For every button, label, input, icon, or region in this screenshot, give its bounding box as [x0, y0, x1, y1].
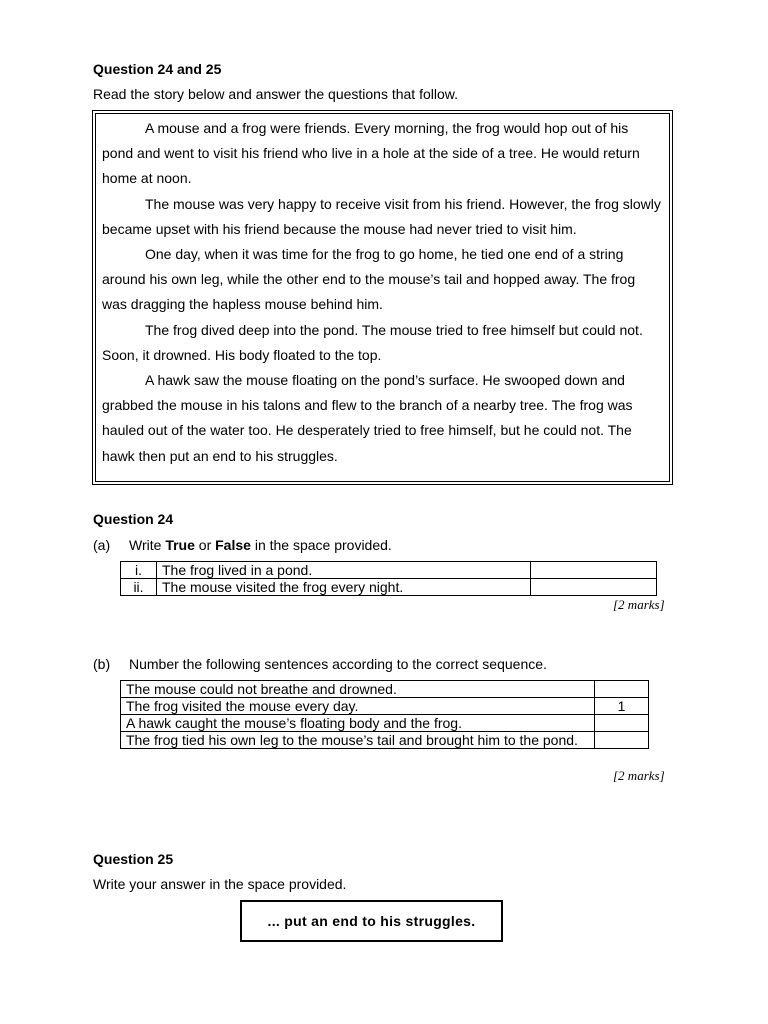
- instr-or: or: [194, 537, 216, 553]
- sequence-table: [120, 680, 649, 749]
- answer-cell[interactable]: [531, 579, 657, 596]
- table-row: [121, 732, 649, 749]
- statement: The mouse visited the frog every night.: [157, 579, 531, 596]
- story-paragraph-2: The mouse was very happy to receive visit from his friend. However, the frog slowly became upset with his friend because the mouse had never tried to visit him.: [102, 195, 661, 237]
- part-b-marks: [2 marks]: [613, 768, 665, 783]
- instr-post: in the space provided.: [250, 537, 392, 553]
- quote-box: [240, 900, 503, 942]
- part-a-instruction: [129, 537, 392, 553]
- question-25-title: Question 25: [93, 851, 174, 867]
- part-a-label: (a): [93, 537, 111, 553]
- table-row: [121, 562, 657, 579]
- instr-pre: Write: [129, 537, 166, 553]
- table-row: [121, 715, 649, 732]
- sequence-number-cell[interactable]: [595, 732, 649, 749]
- sequence-number-cell[interactable]: [595, 715, 649, 732]
- story-inner-border: [95, 113, 670, 482]
- sequence-number-cell[interactable]: 1: [595, 698, 649, 715]
- sequence-sentence: The frog tied his own leg to the mouse’s tail and brought him to the pond.: [121, 732, 595, 749]
- table-row: [121, 681, 649, 698]
- story-box: [92, 110, 673, 485]
- instr-false: False: [215, 537, 251, 553]
- question-24-title: Question 24: [93, 511, 174, 527]
- part-a-marks: [2 marks]: [613, 597, 665, 612]
- row-number: ii.: [121, 579, 157, 596]
- reading-instruction: Read the story below and answer the questions that follow.: [93, 86, 458, 102]
- table-row: [121, 579, 657, 596]
- story-paragraph-4: The frog dived deep into the pond. The mouse tried to free himself but could not. Soon, it drowned. His body floated to the top.: [102, 321, 643, 363]
- table-row: [121, 698, 649, 715]
- sequence-sentence: A hawk caught the mouse’s floating body and the frog.: [121, 715, 595, 732]
- question-25-instruction: Write your answer in the space provided.: [93, 876, 347, 892]
- true-false-table: [120, 561, 657, 596]
- story-paragraph-1: A mouse and a frog were friends. Every morning, the frog would hop out of his pond and went to visit his friend who live in a hole at the side of a tree. He would return home at noon.: [102, 120, 640, 187]
- answer-cell[interactable]: [531, 562, 657, 579]
- sequence-number-cell[interactable]: [595, 681, 649, 698]
- row-number: i.: [121, 562, 157, 579]
- part-b-instruction: Number the following sentences according to the correct sequence.: [129, 656, 547, 672]
- sequence-sentence: The mouse could not breathe and drowned.: [121, 681, 595, 698]
- statement: The frog lived in a pond.: [157, 562, 531, 579]
- part-b-label: (b): [93, 656, 111, 672]
- instr-true: True: [165, 537, 195, 553]
- sequence-sentence: The frog visited the mouse every day.: [121, 698, 595, 715]
- quote-text: ... put an end to his struggles.: [267, 913, 476, 929]
- story-paragraph-3: One day, when it was time for the frog to go home, he tied one end of a string around his own leg, while the other end to the mouse’s tail and hopped away. The frog was dragging the hapless mouse behind him.: [102, 246, 636, 313]
- story-paragraph-5: A hawk saw the mouse floating on the pond’s surface. He swooped down and grabbed the mouse in his talons and flew to the branch of a nearby tree. The frog was hauled out of the water too. He desperately tried to free himself, but he could not. The hawk then put an end to his struggles.: [102, 372, 633, 464]
- question-24-25-title: Question 24 and 25: [93, 61, 222, 77]
